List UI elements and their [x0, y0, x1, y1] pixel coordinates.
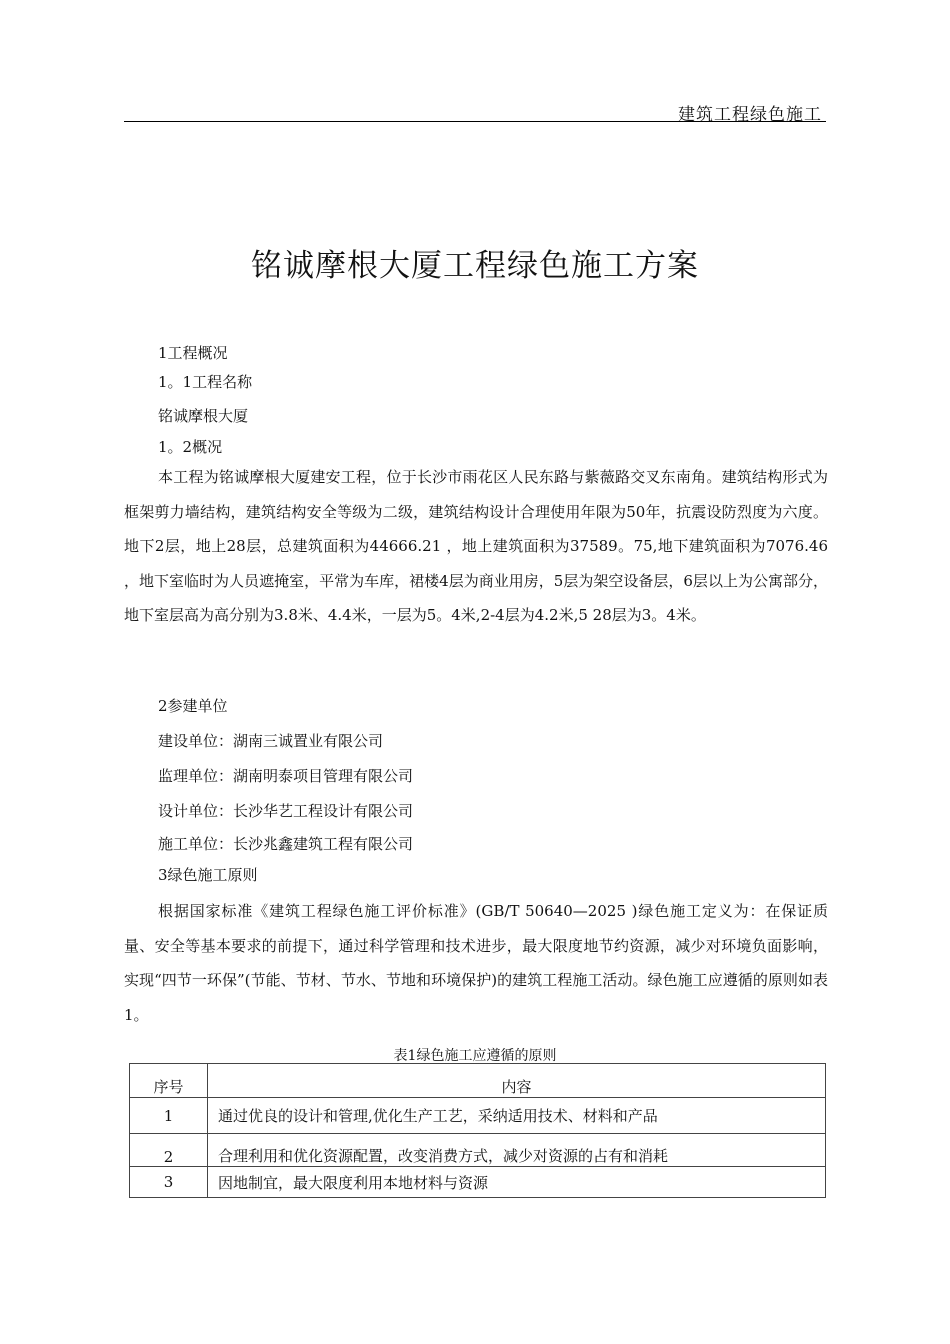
row-number: 3 [130, 1167, 208, 1198]
overview-paragraph: 本工程为铭诚摩根大厦建安工程，位于长沙市雨花区人民东路与紫薇路交叉东南角。建筑结构形式为框架剪力墙结构，建筑结构安全等级为二级，建筑结构设计合理使用年限为50年，抗震设防烈度为六度。地下2层，地上28层，总建筑面积为44666.21 ，地上建筑面积为37589。75,地下建筑面积为7076.46 ，地下室临时为人员遮掩室，平常为车库，裙楼4层为商业用房，5层为架空设备层，6层以上为公寓部分，地下室层高为高分别为3.8米、4.4米，一层为5。4米,2-4层为4.2米,5 28层为3。4米。 [124, 468, 828, 625]
section-1-1-heading: 1。1工程名称 [158, 373, 253, 391]
document-title: 铭诚摩根大厦工程绿色施工方案 [251, 248, 699, 284]
table-row [130, 1167, 826, 1198]
row-content: 合理利用和优化资源配置，改变消费方式，减少对资源的占有和消耗 [208, 1134, 826, 1167]
principles-table [129, 1063, 826, 1198]
principle-paragraph: 根据国家标准《建筑工程绿色施工评价标准》(GB/T 50640—2025 )绿色施工定义为：在保证质量、安全等基本要求的前提下，通过科学管理和技术进步，最大限度地节约资源，减少对环境负面影响，实现“四节一环保”(节能、节材、节水、节地和环境保护)的建筑工程施工活动。绿色施工应遵循的原则如表1。 [124, 902, 828, 1024]
table-row [130, 1098, 826, 1134]
section-1-heading: 1工程概况 [158, 344, 228, 362]
column-header-content: 内容 [208, 1064, 826, 1098]
running-header: 建筑工程绿色施工 [678, 105, 822, 125]
row-content: 通过优良的设计和管理,优化生产工艺，采纳适用技术、材料和产品 [208, 1098, 826, 1134]
row-number: 2 [130, 1134, 208, 1167]
project-name: 铭诚摩根大厦 [158, 407, 249, 425]
unit-supervisor: 监理单位：湖南明泰项目管理有限公司 [158, 767, 414, 785]
section-2-heading: 2参建单位 [158, 697, 228, 715]
row-content: 因地制宜，最大限度利用本地材料与资源 [208, 1167, 826, 1198]
unit-designer: 设计单位：长沙华艺工程设计有限公司 [158, 802, 414, 820]
table-row [130, 1134, 826, 1167]
table-caption: 表1绿色施工应遵循的原则 [393, 1048, 557, 1064]
header-divider [124, 121, 826, 122]
unit-builder: 建设单位：湖南三诚置业有限公司 [158, 732, 384, 750]
unit-contractor: 施工单位：长沙兆鑫建筑工程有限公司 [158, 835, 414, 853]
section-3-heading: 3绿色施工原则 [158, 866, 258, 884]
table-header-row [130, 1064, 826, 1098]
row-number: 1 [130, 1098, 208, 1134]
column-header-no: 序号 [130, 1064, 208, 1098]
section-1-2-heading: 1。2概况 [158, 438, 223, 456]
